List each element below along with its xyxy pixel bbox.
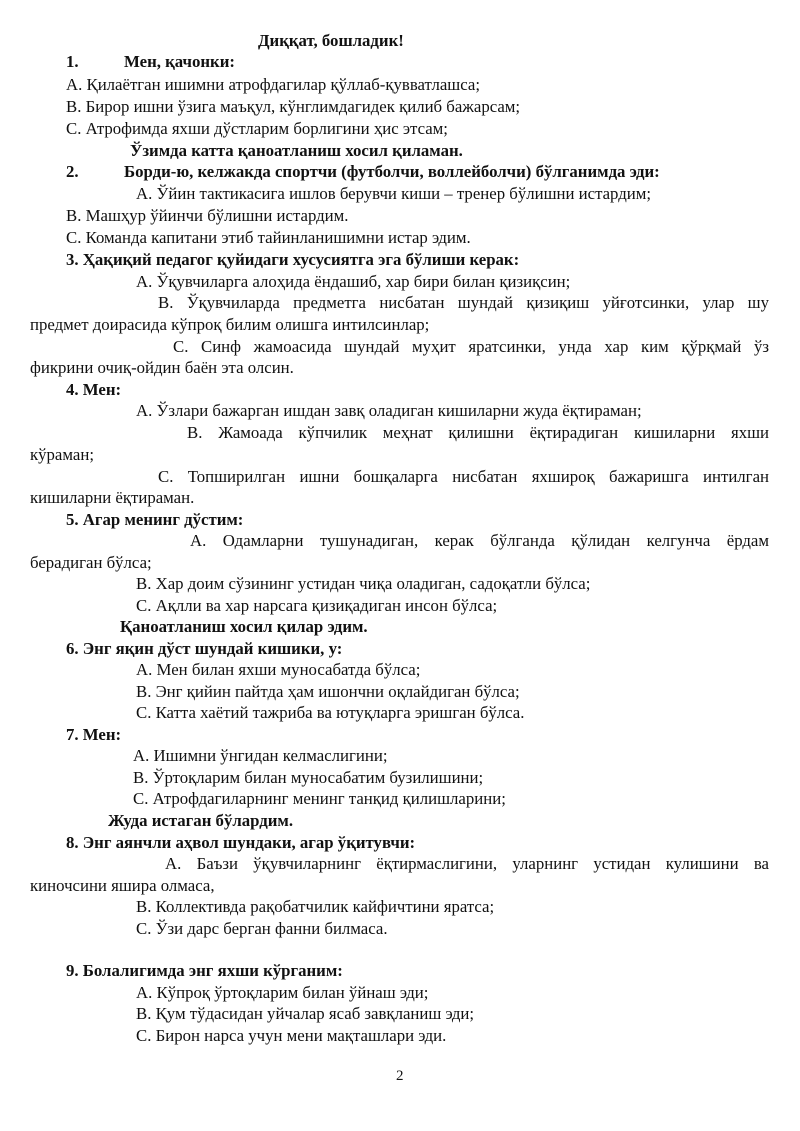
question-8-option-b: В. Коллективда рақобатчилик кайфичтини яратса; xyxy=(136,897,495,916)
question-2-option-a: А. Ўйин тактикасига ишлов берувчи киши – тренер бўлишни истардим; xyxy=(136,184,652,203)
question-1-option-b: В. Бирор ишни ўзига маъқул, кўнглимдагидек қилиб бажарсам; xyxy=(66,97,521,116)
question-5-option-a-line2: берадиган бўлса; xyxy=(30,553,152,572)
question-4-option-c-line1: С. Топширилган ишни бошқаларга нисбатан яхшироқ бажаришга интилган xyxy=(158,467,769,486)
question-6-option-b: В. Энг қийин пайтда ҳам ишончни оқлайдиган бўлса; xyxy=(136,682,520,701)
question-1-option-c: С. Атрофимда яхши дўстларим борлигини ҳис этсам; xyxy=(66,119,448,138)
question-2-text: Борди-ю, келжакда спортчи (футболчи, воллейболчи) бўлганимда эди: xyxy=(124,162,660,181)
page-number: 2 xyxy=(396,1068,404,1084)
page-title: Диққат, бошладик! xyxy=(258,31,404,50)
question-7-conclusion: Жуда истаган бўлардим. xyxy=(108,811,294,830)
question-3-text: 3. Ҳақиқий педагог қуйидаги хусусиятга эга бўлиши керак: xyxy=(66,250,520,269)
question-3-option-b-line1: В. Ўқувчиларда предметга нисбатан шундай қизиқиш уйғотсинки, улар шу xyxy=(158,293,769,312)
question-4-text: 4. Мен: xyxy=(66,380,122,399)
question-1-conclusion: Ўзимда катта қаноатланиш хосил қиламан. xyxy=(130,141,463,160)
question-9-option-c: С. Бирон нарса учун мени мақташлари эди. xyxy=(136,1026,447,1045)
question-7-text: 7. Мен: xyxy=(66,725,122,744)
question-4-option-b-line1: В. Жамоада кўпчилик меҳнат қилишни ёқтирадиган кишиларни яхши xyxy=(187,423,769,442)
question-5-text: 5. Агар менинг дўстим: xyxy=(66,510,244,529)
question-7-option-b: В. Ўртоқларим билан муносабатим бузилишини; xyxy=(133,768,484,787)
question-5-conclusion: Қаноатланиш хосил қилар эдим. xyxy=(120,617,368,636)
question-2-option-c: С. Команда капитани этиб тайинланишимни истар эдим. xyxy=(66,228,471,247)
question-1-text: Мен, қачонки: xyxy=(124,52,235,71)
question-4-option-b-line2: кўраман; xyxy=(30,445,94,464)
question-9-option-b: В. Қум тўдасидан уйчалар ясаб завқланиш эди; xyxy=(136,1004,475,1023)
question-7-option-a: А. Ишимни ўнгидан келмаслигини; xyxy=(133,746,388,765)
question-5-option-b: В. Хар доим сўзининг устидан чиқа оладиган, садоқатли бўлса; xyxy=(136,574,591,593)
question-5-option-c: С. Ақлли ва хар нарсага қизиқадиган инсон бўлса; xyxy=(136,596,498,615)
question-3-option-c-line1: С. Синф жамоасида шундай муҳит яратсинки, унда хар ким қўрқмай ўз xyxy=(173,337,769,356)
question-6-text: 6. Энг яқин дўст шундай кишики, у: xyxy=(66,639,343,658)
question-5-option-a-line1: А. Одамларни тушунадиган, керак бўлганда қўлидан келгунча ёрдам xyxy=(190,531,769,550)
question-6-option-c: С. Катта хаётий тажриба ва ютуқларга эришган бўлса. xyxy=(136,703,525,722)
question-6-option-a: А. Мен билан яхши муносабатда бўлса; xyxy=(136,660,421,679)
question-3-option-a: А. Ўқувчиларга алоҳида ёндашиб, хар бири билан қизиқсин; xyxy=(136,272,571,291)
question-9-option-a: А. Кўпроқ ўртоқларим билан ўйнаш эди; xyxy=(136,983,429,1002)
question-2-option-b: В. Машҳур ўйинчи бўлишни истардим. xyxy=(66,206,349,225)
question-8-text: 8. Энг аянчли аҳвол шундаки, агар ўқитувчи: xyxy=(66,833,416,852)
question-3-option-b-line2: предмет доирасида кўпроқ билим олишга интилсинлар; xyxy=(30,315,430,334)
question-4-option-c-line2: кишиларни ёқтираман. xyxy=(30,488,195,507)
question-1-number: 1. xyxy=(66,52,79,71)
question-1-option-a: А. Қилаётган ишимни атрофдагилар қўллаб-қувватлашса; xyxy=(66,75,480,94)
question-8-option-c: С. Ўзи дарс берган фанни билмаса. xyxy=(136,919,388,938)
question-3-option-c-line2: фикрини очиқ-ойдин баён эта олсин. xyxy=(30,358,294,377)
question-8-option-a-line1: А. Баъзи ўқувчиларнинг ёқтирмаслигини, уларнинг устидан кулишини ва xyxy=(165,854,769,873)
question-9-text: 9. Болалигимда энг яхши кўрганим: xyxy=(66,961,343,980)
question-8-option-a-line2: киночсини яшира олмаса, xyxy=(30,876,215,895)
question-4-option-a: А. Ўзлари бажарган ишдан завқ оладиган кишиларни жуда ёқтираман; xyxy=(136,401,642,420)
question-2-number: 2. xyxy=(66,162,79,181)
question-7-option-c: С. Атрофдагиларнинг менинг танқид қилишларини; xyxy=(133,789,506,808)
